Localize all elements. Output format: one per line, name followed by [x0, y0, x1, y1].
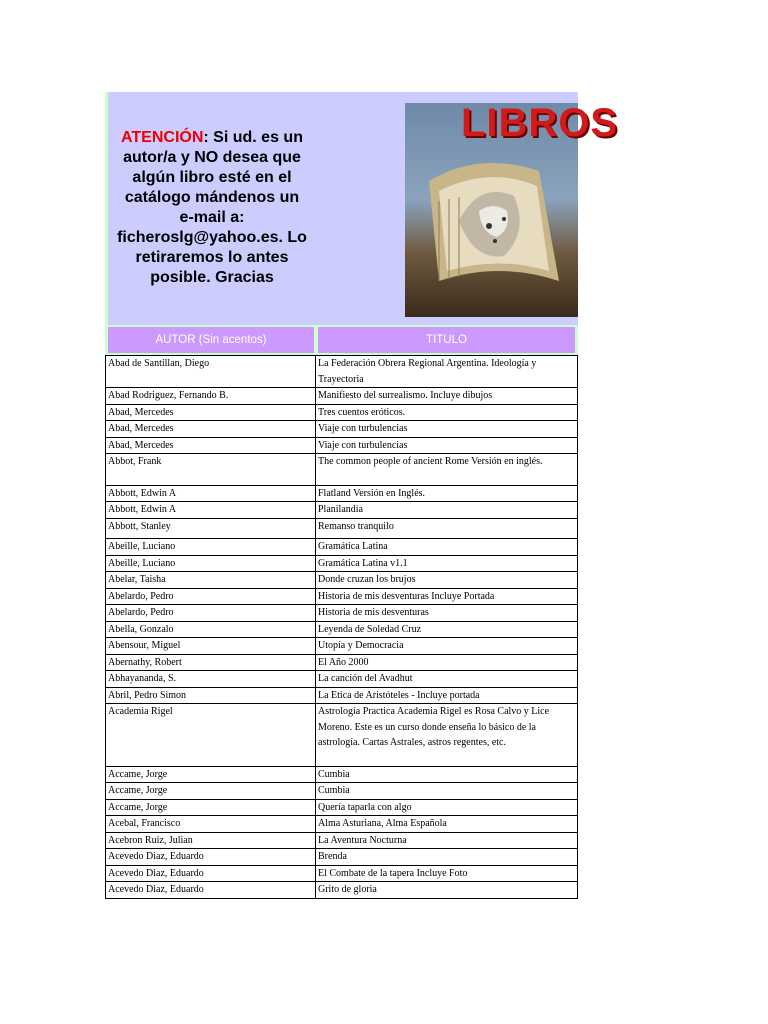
title-cell: Leyenda de Soledad Cruz — [316, 621, 578, 638]
table-row — [106, 671, 578, 688]
title-cell: Brenda — [316, 849, 578, 866]
author-cell: Acebal, Francisco — [106, 816, 316, 833]
column-header-title: TITULO — [318, 327, 575, 353]
title-cell: Gramática Latina v1.1 — [316, 555, 578, 572]
banner-image — [405, 101, 619, 317]
table-row — [106, 388, 578, 405]
table-row — [106, 485, 578, 502]
author-cell: Abbot, Frank — [106, 454, 316, 486]
title-cell: Manifiesto del surrealismo. Incluye dibujos — [316, 388, 578, 405]
table-row — [106, 832, 578, 849]
author-cell: Abril, Pedro Simon — [106, 687, 316, 704]
title-cell: El Año 2000 — [316, 654, 578, 671]
table-row — [106, 454, 578, 486]
table-row — [106, 421, 578, 438]
title-cell: Gramática Latina — [316, 539, 578, 556]
open-book-butterfly-icon — [419, 141, 569, 291]
table-row — [106, 572, 578, 589]
table-header — [105, 325, 578, 355]
title-cell: Alma Asturiana, Alma Española — [316, 816, 578, 833]
title-cell: La Etica de Aristóteles - Incluye portada — [316, 687, 578, 704]
author-cell: Acebron Ruiz, Julian — [106, 832, 316, 849]
warning-word: ATENCIÓN — [121, 129, 204, 146]
author-cell: Abad, Mercedes — [106, 404, 316, 421]
author-cell: Abensour, Miguel — [106, 638, 316, 655]
author-cell: Abeille, Luciano — [106, 555, 316, 572]
title-cell: Grito de gloria — [316, 882, 578, 899]
title-cell: Cumbia — [316, 783, 578, 800]
table-row — [106, 865, 578, 882]
table-row — [106, 654, 578, 671]
table-row — [106, 555, 578, 572]
table-row — [106, 404, 578, 421]
author-cell: Academia Rigel — [106, 704, 316, 767]
author-cell: Abad Rodriguez, Fernando B. — [106, 388, 316, 405]
table-row — [106, 783, 578, 800]
author-cell: Acevedo Diaz, Eduardo — [106, 882, 316, 899]
notice-message: : Si ud. es un autor/a y NO desea que algún libro esté en el catálogo mándenos un e-mail a: ficheroslg@yahoo.es. Lo retiraremos lo antes posible. Gracias — [117, 129, 307, 286]
author-cell: Acevedo Diaz, Eduardo — [106, 849, 316, 866]
title-cell: Remanso tranquilo — [316, 518, 578, 539]
notice-banner — [105, 92, 619, 325]
table-row — [106, 356, 578, 388]
removal-notice — [116, 128, 308, 288]
author-cell: Accame, Jorge — [106, 783, 316, 800]
author-cell: Abad de Santillan, Diego — [106, 356, 316, 388]
title-cell: El Combate de la tapera Incluye Foto — [316, 865, 578, 882]
table-row — [106, 704, 578, 767]
title-cell: Quería taparla con algo — [316, 799, 578, 816]
table-row — [106, 621, 578, 638]
column-header-author: AUTOR (Sin acentos) — [108, 327, 314, 353]
author-cell: Abelar, Taisha — [106, 572, 316, 589]
table-row — [106, 687, 578, 704]
author-cell: Abad, Mercedes — [106, 437, 316, 454]
table-row — [106, 882, 578, 899]
author-cell: Accame, Jorge — [106, 766, 316, 783]
title-cell: La Federación Obrera Regional Argentina. Ideología y Trayectoria — [316, 356, 578, 388]
author-cell: Accame, Jorge — [106, 799, 316, 816]
title-cell: Viaje con turbulencias — [316, 437, 578, 454]
catalog-sheet — [105, 92, 619, 899]
table-row — [106, 816, 578, 833]
title-cell: Historia de mis desventuras Incluye Portada — [316, 588, 578, 605]
table-row — [106, 518, 578, 539]
table-row — [106, 799, 578, 816]
catalog-table — [105, 355, 578, 899]
title-cell: Cumbia — [316, 766, 578, 783]
title-cell: Historia de mis desventuras — [316, 605, 578, 622]
table-row — [106, 605, 578, 622]
title-cell: Tres cuentos eróticos. — [316, 404, 578, 421]
table-row — [106, 849, 578, 866]
title-cell: Viaje con turbulencias — [316, 421, 578, 438]
title-cell: Astrología Practica Academia Rigel es Rosa Calvo y Lice Moreno. Este es un curso donde enseña lo básico de la astrología. Cartas Astrales, astros regentes, etc. — [316, 704, 578, 767]
banner-brand-text: LIBROS — [461, 101, 619, 145]
table-row — [106, 502, 578, 519]
author-cell: Acevedo Diaz, Eduardo — [106, 865, 316, 882]
author-cell: Abella, Gonzalo — [106, 621, 316, 638]
author-cell: Abbott, Edwin A — [106, 502, 316, 519]
author-cell: Abelardo, Pedro — [106, 588, 316, 605]
title-cell: Flatland Versión en Inglés. — [316, 485, 578, 502]
author-cell: Abad, Mercedes — [106, 421, 316, 438]
table-row — [106, 588, 578, 605]
table-row — [106, 437, 578, 454]
author-cell: Abbott, Edwin A — [106, 485, 316, 502]
title-cell: The common people of ancient Rome Versión en inglés. — [316, 454, 578, 486]
title-cell: La canción del Avadhut — [316, 671, 578, 688]
title-cell: Donde cruzan los brujos — [316, 572, 578, 589]
author-cell: Abeille, Luciano — [106, 539, 316, 556]
title-cell: Utopía y Democracia — [316, 638, 578, 655]
title-cell: La Aventura Nocturna — [316, 832, 578, 849]
author-cell: Abhayananda, S. — [106, 671, 316, 688]
table-row — [106, 638, 578, 655]
title-cell: Planilandia — [316, 502, 578, 519]
author-cell: Abbott, Stanley — [106, 518, 316, 539]
author-cell: Abernathy, Robert — [106, 654, 316, 671]
table-row — [106, 766, 578, 783]
table-row — [106, 539, 578, 556]
author-cell: Abelardo, Pedro — [106, 605, 316, 622]
